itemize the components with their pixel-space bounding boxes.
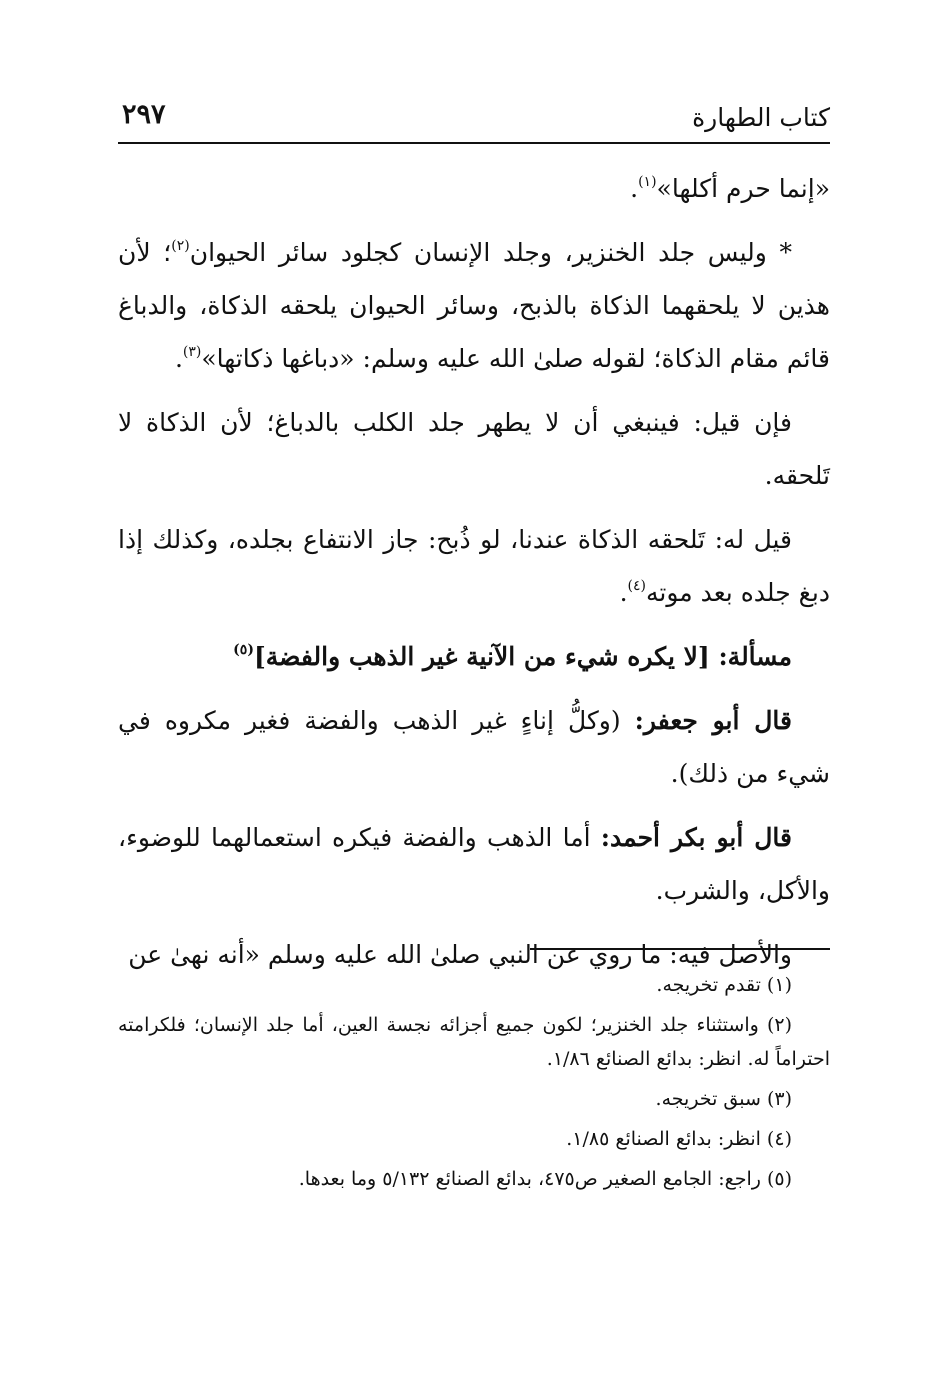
- paragraph-skins: [118, 226, 830, 385]
- footnote-ref-1: (١): [638, 173, 657, 190]
- punctuation: .: [619, 578, 628, 607]
- footnote-ref-3: (٣): [182, 343, 202, 360]
- page-number: ٢٩٧: [122, 99, 166, 130]
- question-label: مسألة:: [718, 642, 792, 671]
- footnote-ref-5: (٥): [233, 641, 254, 658]
- quote-text: «إنما حرم أكلها»: [656, 174, 830, 203]
- footnote-2: (٢) واستثناء جلد الخنزير؛ لكون جميع أجزائه نجسة العين، أما جلد الإنسان؛ فلكرامته احتراماً له. انظر: بدائع الصنائع ١/٨٦.: [118, 1014, 830, 1070]
- paragraph-text: (وكلُّ إناءٍ غير الذهب والفضة فغير مكروه في شيء من ذلك).: [118, 706, 830, 788]
- main-text: [118, 162, 830, 992]
- speaker-label: قال أبو بكر أحمد:: [600, 823, 792, 852]
- paragraph-text: * وليس جلد الخنزير، وجلد الإنسان كجلود سائر الحيوان: [189, 238, 792, 267]
- punctuation: .: [630, 174, 639, 203]
- footnote-ref-4: (٤): [627, 577, 646, 594]
- question-text: [لا يكره شيء من الآنية غير الذهب والفضة]: [253, 642, 710, 671]
- footnote-ref-2: (٢): [171, 237, 190, 254]
- book-page: [118, 96, 830, 1276]
- paragraph-abu-jafar: [118, 694, 830, 800]
- page-header: [118, 96, 830, 144]
- paragraph-text: قيل له: تَلحقه الذكاة عندنا، لو ذُبح: جاز الانتفاع بجلده، وكذلك إذا دبغ جلده بعد موته: [118, 525, 830, 607]
- footnote-4: (٤) انظر: بدائع الصنائع ١/٨٥.: [566, 1128, 792, 1150]
- paragraph-quote: [118, 162, 830, 215]
- paragraph-text: والأصل فيه: ما روي عن النبي صلىٰ الله عليه وسلم «أنه نهىٰ عن: [128, 940, 792, 969]
- speaker-label: قال أبو جعفر:: [634, 706, 792, 735]
- paragraph-objection: [118, 396, 830, 502]
- punctuation: .: [174, 344, 183, 373]
- footnote-1: (١) تقدم تخريجه.: [656, 974, 792, 996]
- paragraph-text: ؛ لأن هذين لا يلحقهما الذكاة بالذبح، وسائر الحيوان يلحقه الذكاة، والدباغ قائم مقام الذكاة؛ لقوله صلىٰ الله عليه وسلم: «دباغها ذكاتها»: [118, 238, 830, 373]
- footnote-3: (٣) سبق تخريجه.: [655, 1088, 792, 1110]
- paragraph-reply: [118, 513, 830, 619]
- question-heading: [118, 630, 830, 683]
- paragraph-text: أما الذهب والفضة فيكره استعمالهما للوضوء، والأكل، والشرب.: [118, 823, 830, 905]
- running-title: كتاب الطهارة: [692, 103, 830, 132]
- paragraph-abu-bakr: [118, 811, 830, 917]
- paragraph-text: فإن قيل: فينبغي أن لا يطهر جلد الكلب بالدباغ؛ لأن الذكاة لا تَلحقه.: [118, 408, 830, 490]
- footnote-5: (٥) راجع: الجامع الصغير ص٤٧٥، بدائع الصنائع ٥/١٣٢ وما بعدها.: [298, 1168, 792, 1190]
- footnotes: [118, 968, 830, 1202]
- footnote-divider: [530, 948, 830, 950]
